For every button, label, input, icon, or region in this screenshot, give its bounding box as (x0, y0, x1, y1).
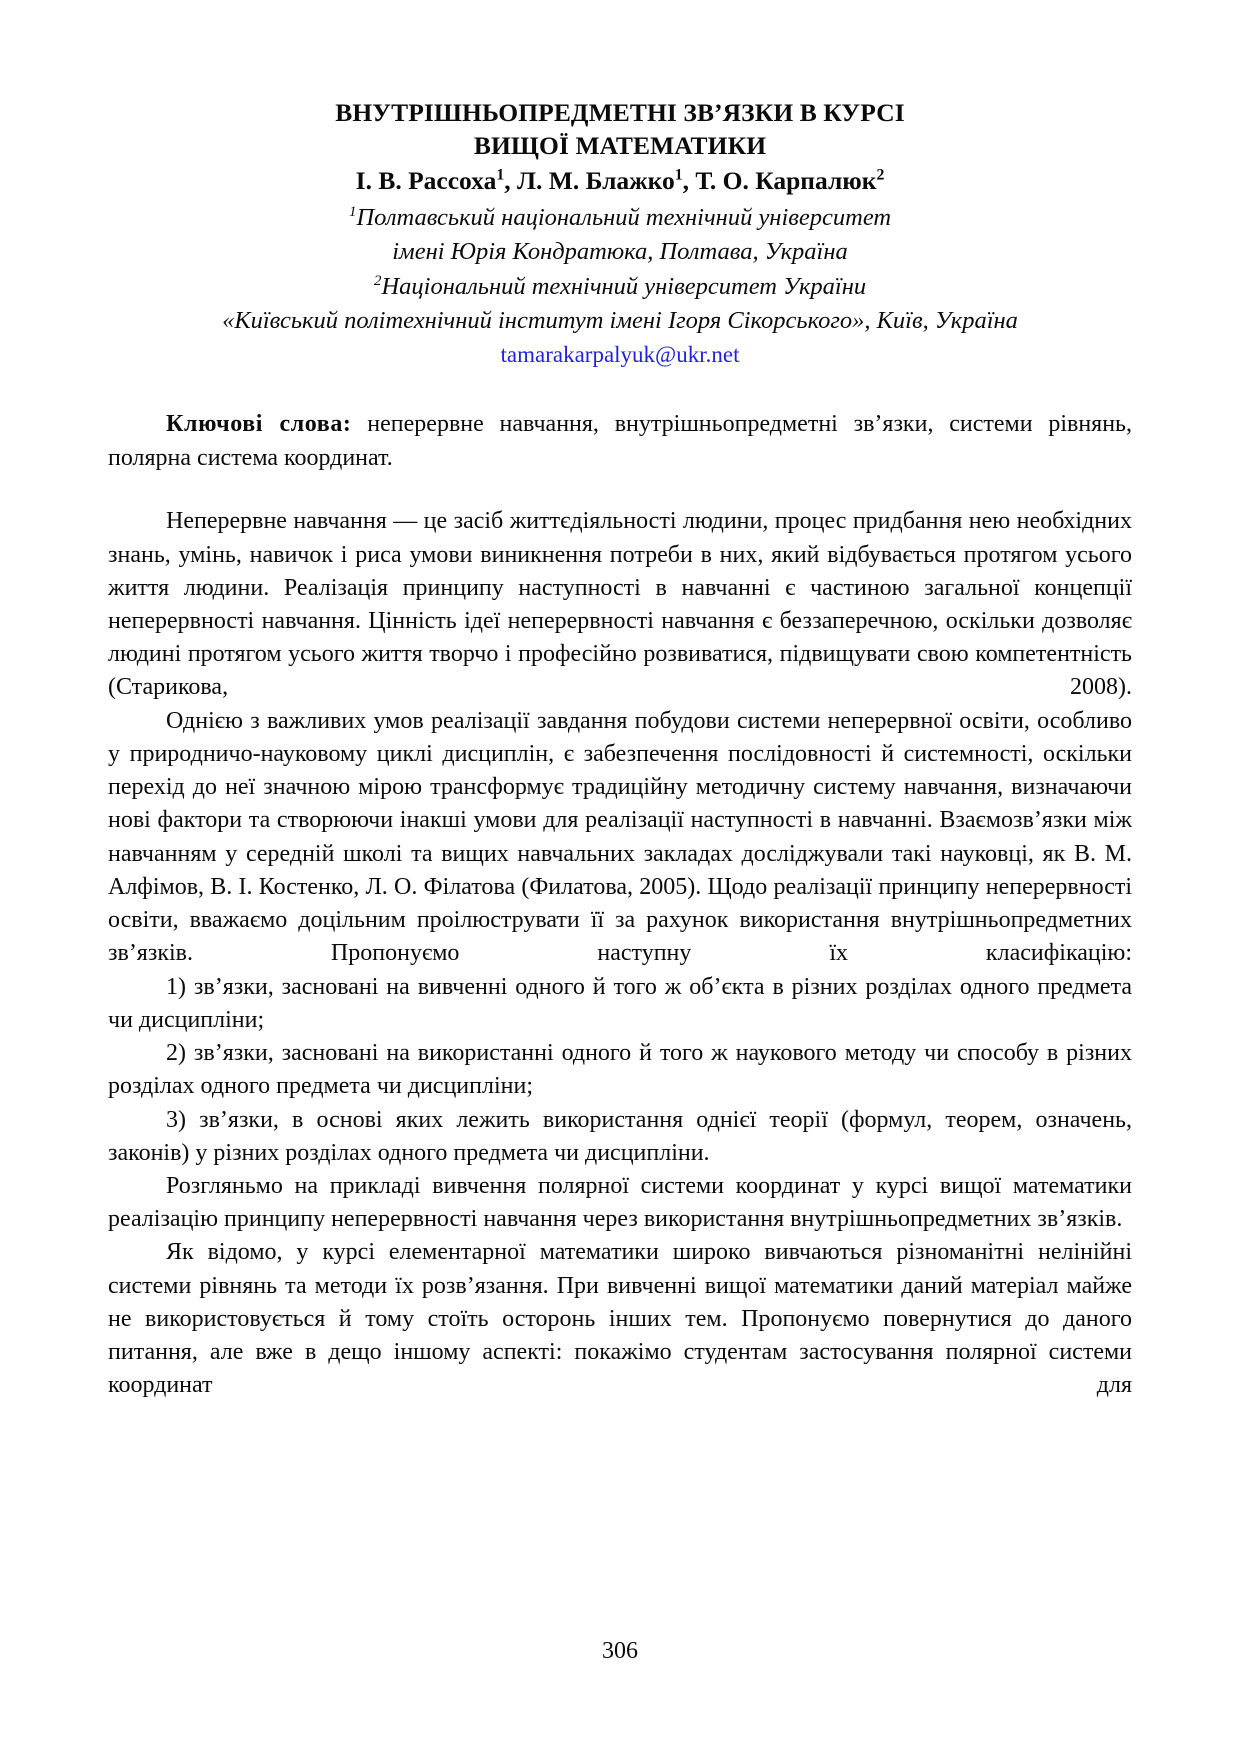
paragraph-4: Як відомо, у курсі елементарної математики широко вивчаються різноманітні нелінійні системи рівнянь та методи їх розв’язання. При вивченні вищої математики даний матеріал майже не використовується й тому стоїть осторонь інших тем. Пропонуємо повернутися до даного питання, але вже в дещо іншому аспекті: покажімо студентам застосування полярної системи координат для (108, 1239, 1132, 1399)
title-line-1: ВНУТРІШНЬОПРЕДМЕТНІ ЗВ’ЯЗКИ В КУРСІ (335, 98, 905, 127)
contact-email-line (108, 342, 1132, 368)
paragraph-3: Розгляньмо на прикладі вивчення полярної системи координат у курсі вищої математики реалізацію принципу неперервності навчання через використання внутрішньопредметних зв’язків. (108, 1173, 1132, 1233)
paragraph-1: Неперервне навчання — це засіб життєдіяльності людини, процес придбання нею необхідних знань, умінь, навичок і риса умови виникнення потреби в них, який відбувається протягом усього життя людини. Реалізація принципу наступності в навчанні є частиною загальної концепції неперервності навчання. Цінність ідеї неперервності навчання є беззаперечною, оскільки дозволяє людині протягом усього життя творчо і професійно розвиватися, підвищувати свою компетентність (Старикова, 2008). (108, 508, 1132, 701)
page-number: 306 (602, 1638, 638, 1664)
affiliation-text-4: «Київський політехнічний інститут імені Ігоря Сікорського», Київ, Україна (222, 306, 1018, 334)
list-item-1: 1) зв’язки, засновані на вивченні одного й того ж об’єкта в різних розділах одного предмета чи дисципліни; (108, 973, 1132, 1033)
list-item-2: 2) зв’язки, засновані на використанні одного й того ж наукового методу чи способу в різних розділах одного предмета чи дисципліни; (108, 1040, 1132, 1100)
affiliation-text-2: імені Юрія Кондратюка, Полтава, Україна (392, 238, 848, 266)
author-separator-1: , (504, 166, 517, 196)
author-list (108, 164, 1132, 198)
affiliation-line-2 (108, 235, 1132, 269)
affiliation-line-1 (108, 201, 1132, 235)
author-name-2: Л. М. Блажко (517, 166, 675, 196)
body-text (108, 505, 1132, 1402)
affiliation-marker-3: 2 (373, 271, 382, 289)
page-title (108, 96, 1132, 162)
affiliation-marker-1: 1 (348, 202, 357, 220)
affiliation-line-4 (108, 304, 1132, 338)
paragraph-2: Однією з важливих умов реалізації завдання побудови системи неперервної освіти, особливо у природничо-науковому циклі дисциплін, є забезпечення послідовності й системності, оскільки перехід до неї значною мірою трансформує традиційну методичну систему навчання, визначаючи нові фактори та створюючи інакші умови для реалізації наступності в навчанні. Взаємозв’язки між навчанням у середній школі та вищих навчальних закладах досліджували такі науковці, як В. М. Алфімов, В. І. Костенко, Л. О. Філатова (Филатова, 2005). Щодо реалізації принципу неперервності освіти, вважаємо доцільним проілюструвати її за рахунок використання внутрішньопредметних зв’язків. Пропонуємо наступну їх класифікацію: (108, 707, 1132, 967)
keywords-label: Ключові слова: (166, 411, 352, 438)
contact-email-link[interactable]: tamarakarpalyuk@ukr.net (500, 342, 740, 368)
keywords-section (108, 408, 1132, 475)
affiliation-line-3 (108, 270, 1132, 304)
author-affiliation-marker-3: 2 (876, 166, 885, 184)
author-affiliation-marker-1: 1 (496, 166, 505, 184)
list-item-3: 3) зв’язки, в основі яких лежить використання однієї теорії (формул, теорем, означень, законів) у різних розділах одного предмета чи дисципліни. (108, 1106, 1132, 1166)
keywords-text: неперервне навчання, внутрішньопредметні зв’язки, системи рівнянь, полярна система координат. (108, 411, 1132, 471)
page-content (108, 96, 1132, 1403)
title-line-2: ВИЩОЇ МАТЕМАТИКИ (473, 131, 767, 161)
author-name-1: І. В. Рассоха (355, 166, 497, 196)
author-affiliation-marker-2: 1 (674, 166, 683, 184)
author-separator-2: , (682, 166, 696, 196)
affiliation-list (108, 201, 1132, 338)
affiliation-text-3: Національний технічний університет України (381, 272, 867, 300)
affiliation-text-1: Полтавський національний технічний університет (356, 203, 892, 231)
author-name-3: Т. О. Карпалюк (695, 166, 877, 196)
